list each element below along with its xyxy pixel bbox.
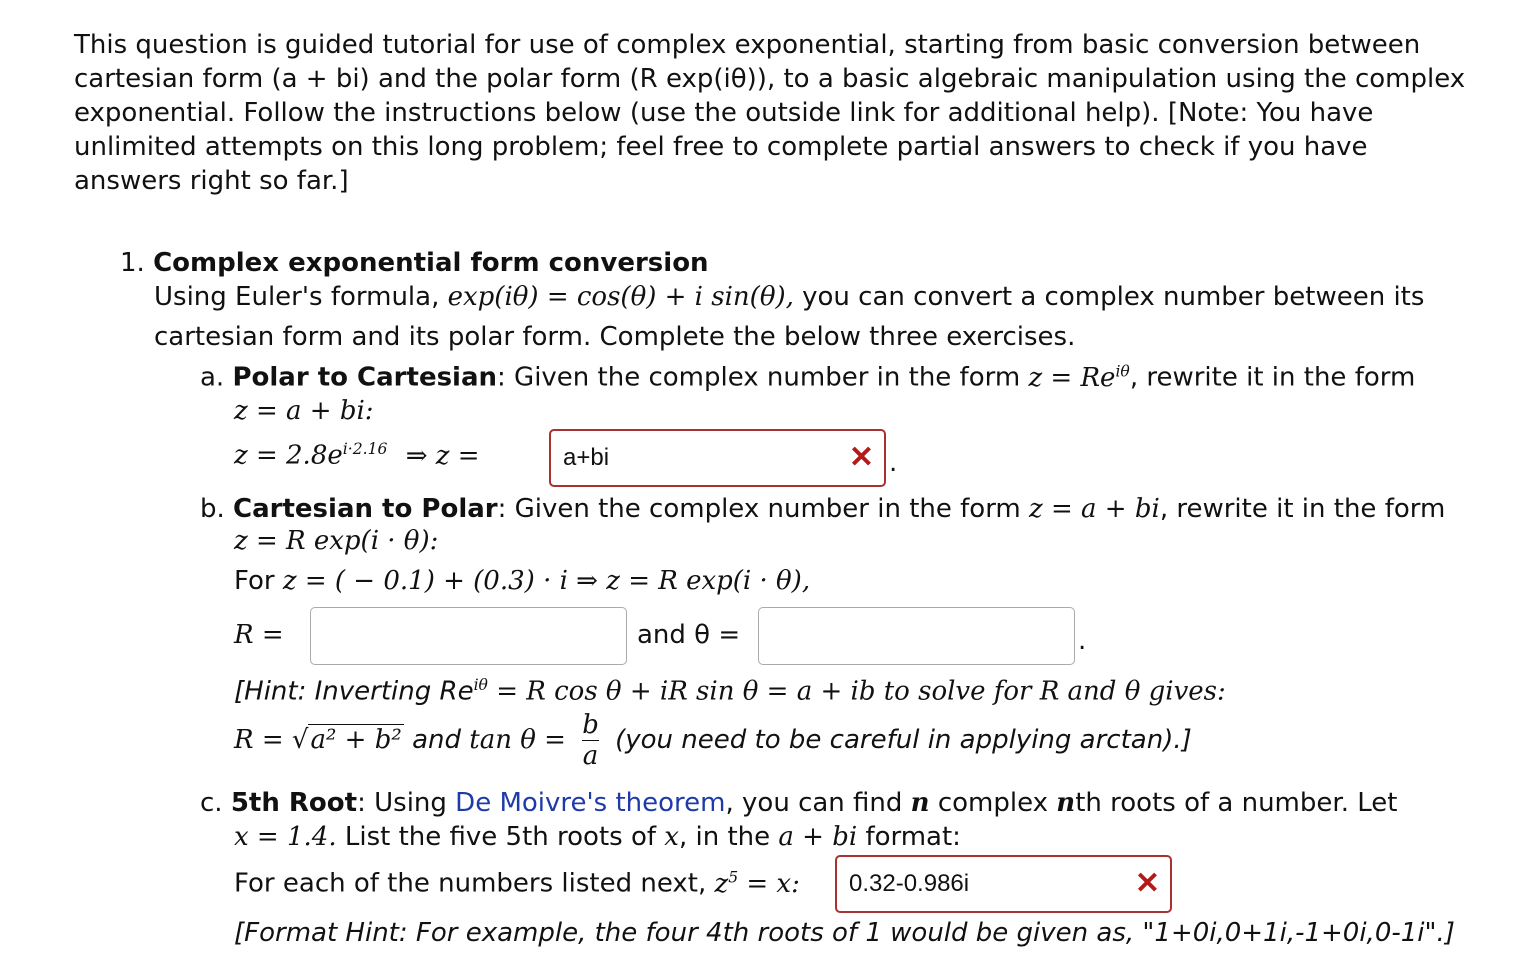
part-b-text2: , rewrite it in the form [1159, 494, 1446, 524]
part-c-text-a: : Using [357, 788, 447, 818]
hint-fraction [582, 710, 599, 771]
part-c-text-g: format: [865, 822, 961, 852]
part-b-line1 [200, 494, 1445, 524]
hint-part-b: = R cos θ + iR sin θ = a + ib to solve for R and θ gives: [496, 676, 1226, 707]
part-c-n2: n [1056, 788, 1076, 818]
part-c-eq [714, 869, 799, 899]
desc-prefix: Using Euler's formula, [154, 282, 440, 312]
part-c-answer-value: 0.32-0.986i [849, 870, 970, 897]
part-a-form-exp: iθ [1115, 362, 1130, 380]
part-a-title: Polar to Cartesian [232, 362, 498, 393]
part-c-answer-input[interactable] [835, 855, 1172, 913]
section-desc-1 [154, 282, 1424, 312]
part-a-answer-input[interactable] [549, 429, 886, 487]
format-hint: [Format Hint: For example, the four 4th roots of 1 would be given as, "1+0i,0+1i,-1+0i,0-1i".] [234, 918, 1455, 948]
desc-suffix: you can convert a complex number between its [802, 282, 1425, 312]
part-b-letter: b. [200, 494, 225, 524]
hint-and: and [412, 725, 461, 755]
part-a-expr-exp: i·2.16 [342, 440, 388, 458]
part-a-line1 [200, 362, 1415, 393]
part-c-text-f: , in the [678, 822, 771, 852]
hint-sqrt-content: a² + b² [310, 725, 402, 755]
part-c-text-b: , you can find [725, 788, 903, 818]
part-a-form-base: z = Re [1028, 362, 1116, 393]
hint-line1 [234, 676, 1226, 707]
theta-label [637, 620, 740, 650]
section-desc-2: cartesian form and its polar form. Complete the below three exercises. [154, 322, 1076, 352]
part-a-expr-base: z = 2.8e [234, 440, 343, 471]
section-number: 1. [120, 248, 145, 278]
part-c-line2 [234, 822, 961, 852]
part-c-eq-base: z [714, 868, 729, 899]
part-a-form [1028, 363, 1129, 393]
part-b-expr: z = ( − 0.1) + (0.3) · i ⇒ z = R exp(i · θ), [282, 566, 811, 596]
close-icon: ✕ [1134, 867, 1160, 900]
part-c-line1 [200, 788, 1397, 818]
part-a-text2: , rewrite it in the form [1129, 362, 1416, 393]
part-c-letter: c. [200, 788, 223, 818]
part-b-expr-line [234, 566, 810, 596]
r-input[interactable] [310, 607, 627, 665]
hint-r: R = [234, 725, 284, 755]
part-b-title: Cartesian to Polar [233, 494, 498, 524]
hint-sqrt: √a² + b² [291, 725, 402, 755]
part-b-period: . [1078, 626, 1087, 656]
part-c-prompt-line [234, 868, 800, 899]
hint-exp: iθ [473, 676, 488, 694]
part-c-text-d: th roots of a number. Let [1075, 788, 1398, 818]
part-c-fmt: a + bi [778, 822, 858, 852]
section-heading [120, 248, 709, 278]
theta-input[interactable] [758, 607, 1075, 665]
part-a-letter: a. [200, 362, 225, 393]
part-c-n1: n [910, 788, 930, 818]
part-b-for: For [234, 566, 275, 596]
hint-den: a [582, 741, 599, 771]
part-b-text: : Given the complex number in the form [497, 494, 1021, 524]
part-c-text-c: complex [937, 788, 1049, 818]
intro-paragraph: This question is guided tutorial for use of complex exponential, starting from basic conversion between cartesian form (a + bi) and the polar form (R exp(iθ)), to a basic algebraic manipulation using the complex exponential. Follow the instructions below (use the outside link for additional help). [Note: You have unlimited attempts on this long problem; feel free to complete partial answers to check if you have answers right so far.] [74, 30, 1466, 196]
hint-line2 [234, 710, 1192, 771]
part-c-x: x [664, 822, 679, 852]
section-title: Complex exponential form conversion [153, 248, 709, 278]
part-c-title: 5th Root [230, 788, 358, 818]
de-moivre-link[interactable]: De Moivre's theorem [455, 788, 726, 818]
part-b-form: z = a + bi [1029, 494, 1160, 524]
part-c-prompt: For each of the numbers listed next, [234, 868, 707, 899]
hint-num: b [582, 710, 599, 740]
part-a-answer-value: a+bi [563, 444, 610, 471]
close-icon: ✕ [848, 441, 874, 474]
part-b-target: z = R exp(i · θ): [234, 526, 439, 556]
hint-part-a: [Hint: Inverting Re [234, 676, 474, 707]
part-c-xdef: x = 1.4. [234, 822, 337, 852]
euler-formula: exp(iθ) = cos(θ) + i sin(θ), [447, 282, 794, 312]
part-a-period: . [889, 448, 898, 478]
part-c-text-e: List the five 5th roots of [344, 822, 657, 852]
theta-label-text: and θ = [637, 620, 741, 650]
hint-end: (you need to be careful in applying arctan).] [615, 725, 1192, 755]
part-a-expr [234, 440, 480, 471]
hint-tan: tan θ = [469, 725, 566, 755]
part-c-eq-exp: 5 [728, 868, 739, 886]
part-c-eq2: = x: [746, 868, 800, 899]
part-a-text: : Given the complex number in the form [497, 362, 1021, 393]
part-a-target: z = a + bi: [234, 396, 374, 426]
part-a-implies: ⇒ z = [405, 440, 480, 471]
r-label: R = [234, 620, 284, 650]
